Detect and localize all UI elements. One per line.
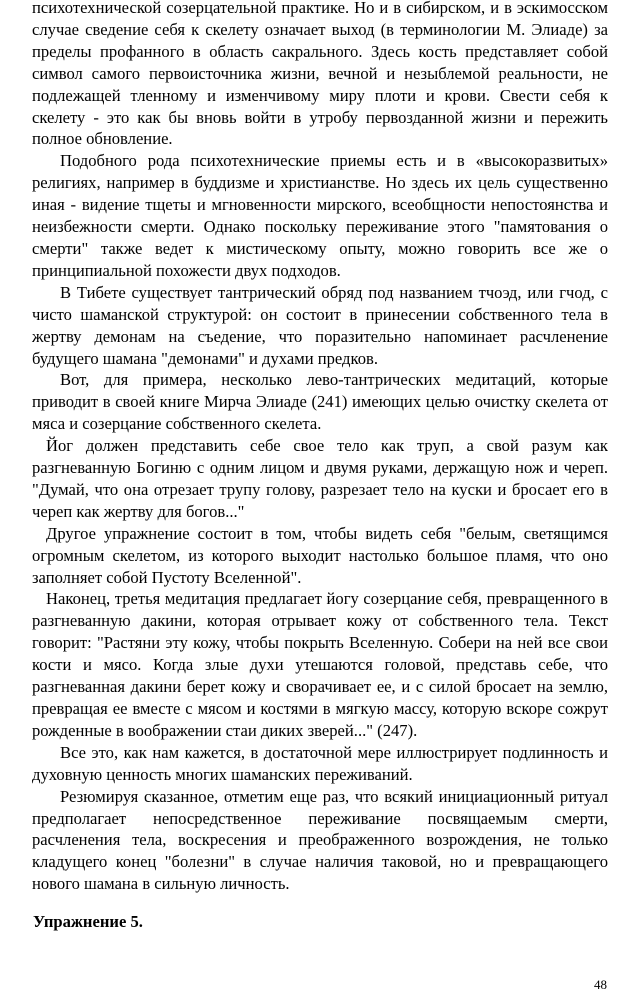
paragraph-religions: Подобного рода психотехнические приемы есть и в «высокоразвитых» религиях, например в буддизме и христианстве. Но здесь их цель существенно иная - видение тщеты и мгновенности мирского, всеобщности непостоянства и неизбежности смерти. Однако поскольку переживание этого "памятования о смерти" также ведет к мистическому опыту, можно говорить все же о принципиальной похожести двух подходов. xyxy=(32,151,608,280)
paragraph-continuation: психотехнической созерцательной практике. Но и в сибирском, и в эскимосском случае сведение себя к скелету означает выход (в терминологии М. Элиаде) за пределы профанного в область сакрального. Здесь кость представляет собой символ самого первоисточника жизни, вечной и незыблемой реальности, не подлежащей тленному и изменчивому миру плоти и крови. Свести себя к скелету - это как бы вновь войти в утробу первозданной жизни и пережить полное обновление. xyxy=(32,0,608,149)
section-heading: Упражнение 5. xyxy=(33,912,143,931)
page-number: 48 xyxy=(594,977,607,992)
paragraph-illustration: Все это, как нам кажется, в достаточной мере иллюстрирует подлинность и духовную ценность многих шаманских переживаний. xyxy=(32,742,608,784)
paragraph-third-meditation: Наконец, третья медитация предлагает йогу созерцание себя, превращенного в разгневанную дакини, которая отрывает кожу от собственного тела. Текст говорит: "Растяни эту кожу, чтобы покрыть Вселенную. Собери на ней все свои кости и мясо. Когда злые духи утешаются головой, представь себе, что разгневанная дакини берет кожу и сворачивает ее, и с силой бросает на землю, превращая ее вместе с мясом и костями в мягкую массу, которую вскоре сожрут рожденные в воображении стаи диких зверей..." (247). xyxy=(32,589,608,740)
paragraph-summary: Резюмируя сказанное, отметим еще раз, что всякий инициационный ритуал предполагает непосредственное переживание посвящаемым смерти, расчленения тела, воскресения и преображенного возрождения, не только кладущего конец "болезни" в случае наличия таковой, но и превращающего нового шамана в сильную личность. xyxy=(32,786,608,894)
paragraph-tibet: В Тибете существует тантрический обряд под названием тчоэд, или гчод, с чисто шаманской структурой: он состоит в принесении собственного тела в жертву демонам на съедение, что поразительно напоминает расчленение будущего шамана "демонами" и духами предков. xyxy=(32,282,608,368)
body-text xyxy=(32,0,608,895)
paragraph-other-exercise: Другое упражнение состоит в том, чтобы видеть себя "белым, светящимся огромным скелетом, из которого выходит настолько большое пламя, что оно заполняет собой Пустоту Вселенной". xyxy=(32,523,608,587)
paragraph-yogi: Йог должен представить себе свое тело как труп, а свой разум как разгневанную Богиню с одним лицом и двумя руками, держащую нож и череп. "Думай, что она отрезает трупу голову, разрезает тело на куски и бросает его в череп как жертву для богов..." xyxy=(32,436,608,521)
paragraph-meditations-intro: Вот, для примера, несколько лево-тантрических медитаций, которые приводит в своей книге Мирча Элиаде (241) имеющих целью очистку скелета от мяса и созерцание собственного скелета. xyxy=(32,370,608,434)
